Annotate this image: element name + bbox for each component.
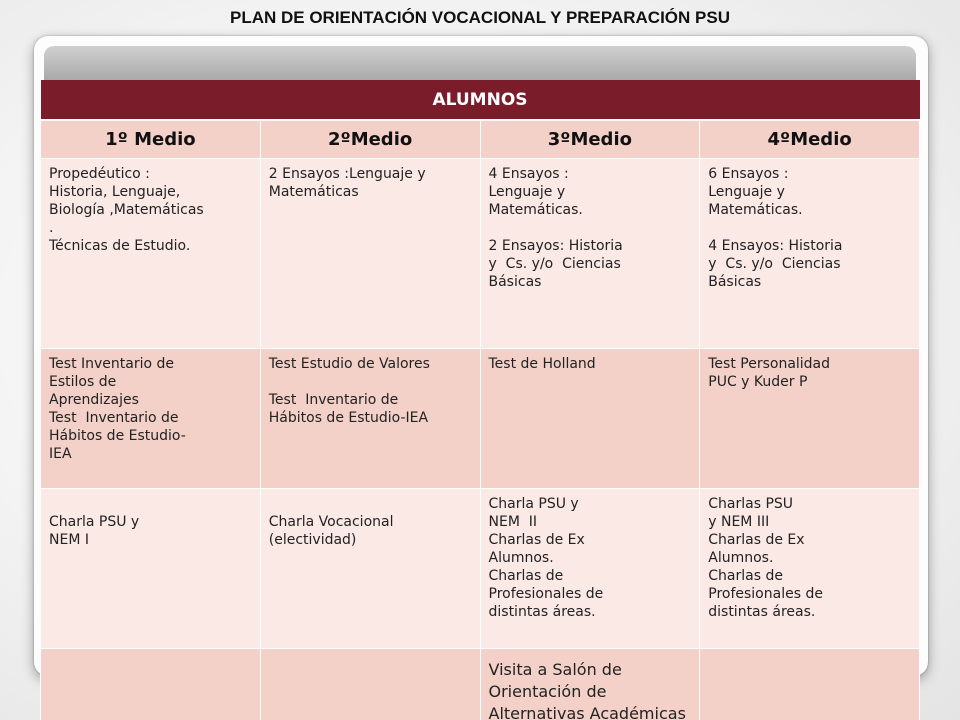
cell-text-line: Test Inventario de <box>49 409 179 426</box>
table-cell <box>260 158 480 348</box>
cell-text-line: distintas áreas. <box>708 603 816 620</box>
cell-text-line: 2 Ensayos :Lenguaje y <box>268 165 426 182</box>
cell-text-line: NEM I <box>49 531 89 548</box>
table-cell <box>480 348 700 488</box>
cell-text-line: NEM II <box>488 513 538 530</box>
cell-text-line: Matemáticas <box>268 183 359 200</box>
cell-text-line: Charlas de <box>708 567 783 584</box>
cell-text-line: 4 Ensayos: Historia <box>708 237 843 254</box>
cell-text-line <box>49 495 252 513</box>
cell-text-line: Test de Holland <box>488 355 596 372</box>
table-cell <box>260 648 480 720</box>
cell-text-line: Técnicas de Estudio. <box>49 237 191 254</box>
cell-text-line: 6 Ensayos : <box>708 165 789 182</box>
table-cell <box>41 348 261 488</box>
column-header-1: 1º Medio <box>41 120 261 158</box>
card-header-bar <box>44 46 916 80</box>
cell-text-line: Básicas <box>488 273 542 290</box>
column-header-3: 3ºMedio <box>480 120 700 158</box>
cell-text-line: Básicas <box>708 273 762 290</box>
cell-text-line: Test Inventario de <box>268 391 399 408</box>
cell-text-line: Charlas de Ex <box>708 531 805 548</box>
cell-text-line: Charlas de Ex <box>488 531 585 548</box>
plan-table-container <box>40 80 920 720</box>
cell-text-line: Hábitos de Estudio- <box>49 427 186 444</box>
cell-text-line: Test Inventario de <box>49 355 175 372</box>
cell-text-line: Profesionales de <box>708 585 823 602</box>
table-row-talks <box>41 488 920 648</box>
cell-text-line: PUC y Kuder P <box>708 373 808 390</box>
table-cell <box>260 488 480 648</box>
students-band: ALUMNOS <box>41 80 920 120</box>
table-cell <box>700 488 920 648</box>
cell-text-line: y Cs. y/o Ciencias <box>488 255 621 272</box>
table-cell <box>41 648 261 720</box>
cell-text-line: Lenguaje y <box>488 183 566 200</box>
cell-text-line: . <box>49 219 54 236</box>
cell-text-line: Profesionales de <box>488 585 604 602</box>
table-cell <box>700 158 920 348</box>
cell-text-line: Biología ,Matemáticas <box>49 201 204 218</box>
cell-text-line: 4 Ensayos : <box>488 165 569 182</box>
cell-text-line: y NEM III <box>708 513 770 530</box>
cell-text-line: Alternativas Académicas <box>488 703 686 720</box>
cell-text-line: distintas áreas. <box>488 603 596 620</box>
table-cell <box>480 158 700 348</box>
cell-text-line: Alumnos. <box>488 549 554 566</box>
cell-text-line: Historia, Lenguaje, <box>49 183 181 200</box>
cell-text-line: Alumnos. <box>708 549 774 566</box>
cell-text-line <box>269 373 472 391</box>
cell-text-line: IEA <box>49 445 72 462</box>
cell-text-line: y Cs. y/o Ciencias <box>708 255 841 272</box>
cell-text-line: Matemáticas. <box>708 201 803 218</box>
cell-text-line: Charla PSU y <box>488 495 579 512</box>
table-cell <box>480 488 700 648</box>
cell-text-line: Test Estudio de Valores <box>268 355 430 372</box>
table-cell <box>41 488 261 648</box>
column-header-2: 2ºMedio <box>260 120 480 158</box>
cell-text-line: Visita a Salón de Orientación de <box>488 659 627 701</box>
column-header-4: 4ºMedio <box>700 120 920 158</box>
table-row-tests <box>41 348 920 488</box>
cell-text-line: Lenguaje y <box>708 183 785 200</box>
cell-text-line: (electividad) <box>268 531 357 548</box>
cell-text-line <box>489 219 692 237</box>
cell-text-line <box>708 219 911 237</box>
plan-table <box>40 80 920 720</box>
cell-text-line: Charlas de <box>488 567 564 584</box>
table-cell <box>700 348 920 488</box>
cell-text-line: Charla PSU y <box>49 513 140 530</box>
table-row-essays <box>41 158 920 348</box>
table-cell <box>260 348 480 488</box>
cell-text-line: Charla Vocacional <box>268 513 394 530</box>
cell-text-line: Charlas PSU <box>708 495 794 512</box>
table-cell <box>41 158 261 348</box>
cell-text-line: Hábitos de Estudio-IEA <box>268 409 429 426</box>
page-title: PLAN DE ORIENTACIÓN VOCACIONAL Y PREPARACIÓN PSU <box>230 8 730 27</box>
cell-text-line: Propedéutico : <box>49 165 150 182</box>
table-row-visits <box>41 648 920 720</box>
cell-text-line <box>269 495 472 513</box>
table-cell <box>480 648 700 720</box>
cell-text-line: Aprendizajes <box>49 391 139 408</box>
cell-text-line: Matemáticas. <box>488 201 583 218</box>
table-cell <box>700 648 920 720</box>
cell-text-line: Test Personalidad <box>708 355 831 372</box>
cell-text-line: Estilos de <box>49 373 117 390</box>
cell-text-line: 2 Ensayos: Historia <box>488 237 623 254</box>
